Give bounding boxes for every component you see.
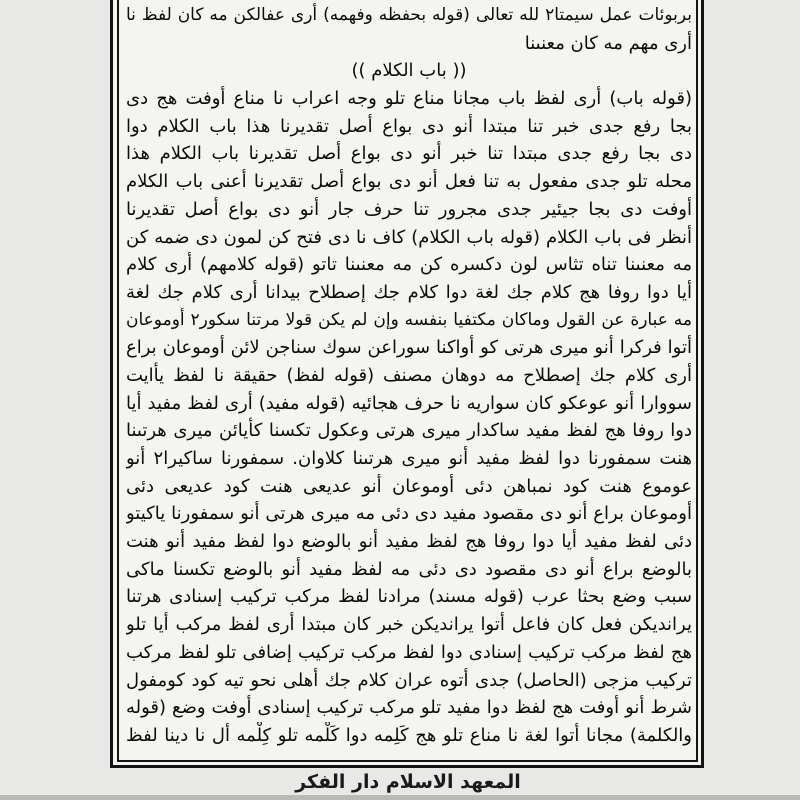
text-line: أوموعان براع أنو دى مقصود مفيد دى دئى مه ميرى هرتى أنو سمفورنا ياكيتو	[126, 503, 692, 525]
frame-bottom-inner-border	[117, 760, 698, 762]
text-line: عوموع هنت كود نمباهن دئى أوموعان أنو عديعى هنت كود عديعى دئى	[126, 475, 692, 497]
section-heading: (( باب الكلام ))	[351, 60, 467, 82]
text-line: مه عبارة عن القول وماكان مكتفيا بنفسه وإن لم يكن قولا مرتنا سكور٢ أوموعان	[126, 309, 692, 330]
text-line: مه معنىنا تناه تثاس لون دكسره كن مه معنىنا تاتو (قوله كلامهم) أرى كلام	[126, 254, 692, 276]
text-line: أوفت دى بجا جيئير جدى مجرور تنا حرف جار أنو دى بواع أصل تقديرنا	[126, 198, 692, 220]
text-line: سووارا أنو عوعكو كان سواريه نا حرف هجائيه (قوله مفيد) أرى لفظ مفيد أيا	[126, 392, 692, 414]
text-line: محله تلو جدى مفعول به تنا فعل أنو دى بواع أصل تقديرنا أعنى باب الكلام	[126, 171, 692, 193]
frame-left-inner-border	[117, 0, 119, 762]
frame-right-inner-border	[696, 0, 698, 762]
text-line: شرط أنو أوفت هج لفظ دوا مفيد تلو مركب تركيب إسنادى أوفت وضع (قوله	[126, 697, 692, 719]
text-line: سبب وضع بحثا عرب (قوله مسند) مرادنا لفظ مركب تركيب إسنادى هرتنا	[126, 586, 692, 608]
text-line: أرى كلام جك إصطلاح مه دوهان مصنف (قوله لفظ) حقيقة نا لفظ يأايت	[126, 364, 692, 386]
text-line: دى بجا رفع جدى مبتدا تنا خبر أنو دى بواع أصل تقديرنا باب الكلام هذا	[126, 143, 692, 165]
frame-bottom-outer-border	[110, 765, 704, 768]
scan-edge-shadow	[0, 795, 800, 800]
text-line: أتوا فركرا أنو ميرى هرتى كو أواكنا سوراعن سوك سناجن لائن أوموعان براع	[126, 337, 692, 359]
text-line: دئى لفظ مفيد أيا دوا روفا هج لفظ مفيد أنو بالوضع دوا لفظ مفيد أنو هنت	[126, 531, 692, 553]
text-line: والكلمة) مجانا أتوا لغة نا مناع تلو هج كَلِمه دوا كَلْمه تلو كِلْمه أل نا دينا لفظ	[126, 724, 692, 746]
text-line: هنت سمفورنا دوا لفظ مفيد أنو ميرى هرتىنا كلاوان. سمفورنا ساكيرا٢ أنو	[126, 448, 692, 469]
text-line: يرانديكن فعل كان فاعل أتوا يرانديكن خبر كان مبتدا أرى لفظ مركب أيا تلو	[126, 614, 692, 636]
frame-left-outer-border	[110, 0, 113, 768]
text-line: بجا رفع جدى خبر تنا مبتدا أنو دى بواع أصل تقديرنا هذا باب الكلام دوا	[126, 115, 692, 137]
page-body-text	[126, 2, 692, 750]
frame-right-outer-border	[701, 0, 704, 768]
text-line: بالوضع براع أنو دى مقصود دى دئى مه لفظ مفيد أنو بالوضع تكسنا ماكى	[126, 558, 692, 580]
publisher-footer: المعهد الاسلام دار الفكر	[295, 771, 521, 793]
text-line: (قوله باب) أرى لفظ باب مجانا مناع تلو وجه اعراب نا مناع أوفت هج دى	[126, 88, 692, 110]
text-line: هج لفظ مركب تركيب إسنادى دوا لفظ مركب تركيب إضافى تلو لفظ مركب	[126, 641, 692, 663]
text-line: تركيب مزجى (الحاصل) جدى أتوه عران كلام جك أهلى نحو تيه كود كومفول	[126, 669, 692, 691]
text-line: بربوئات عمل سيمتا٢ لله تعالى (قوله بحفظه وفهمه) أرى عفالكن مه كان لفظ نا	[126, 5, 692, 25]
text-line: أرى مهم مه كان معنىنا	[524, 32, 692, 54]
text-line: أيا دوا روفا هج كلام جك لغة دوا كلام جك إصطلاح بيدانا أرى كلام جك لغة	[126, 281, 692, 303]
text-line: دوا روفا هج لفظ مفيد ساكدار ميرى هرتى وعكول تكسنا كأيائن ميرى هرتىنا	[126, 420, 692, 442]
text-line: أنظر فى باب الكلام (قوله باب الكلام) كاف نا دى فتح كن لمون دى ضمه كن	[126, 226, 692, 248]
